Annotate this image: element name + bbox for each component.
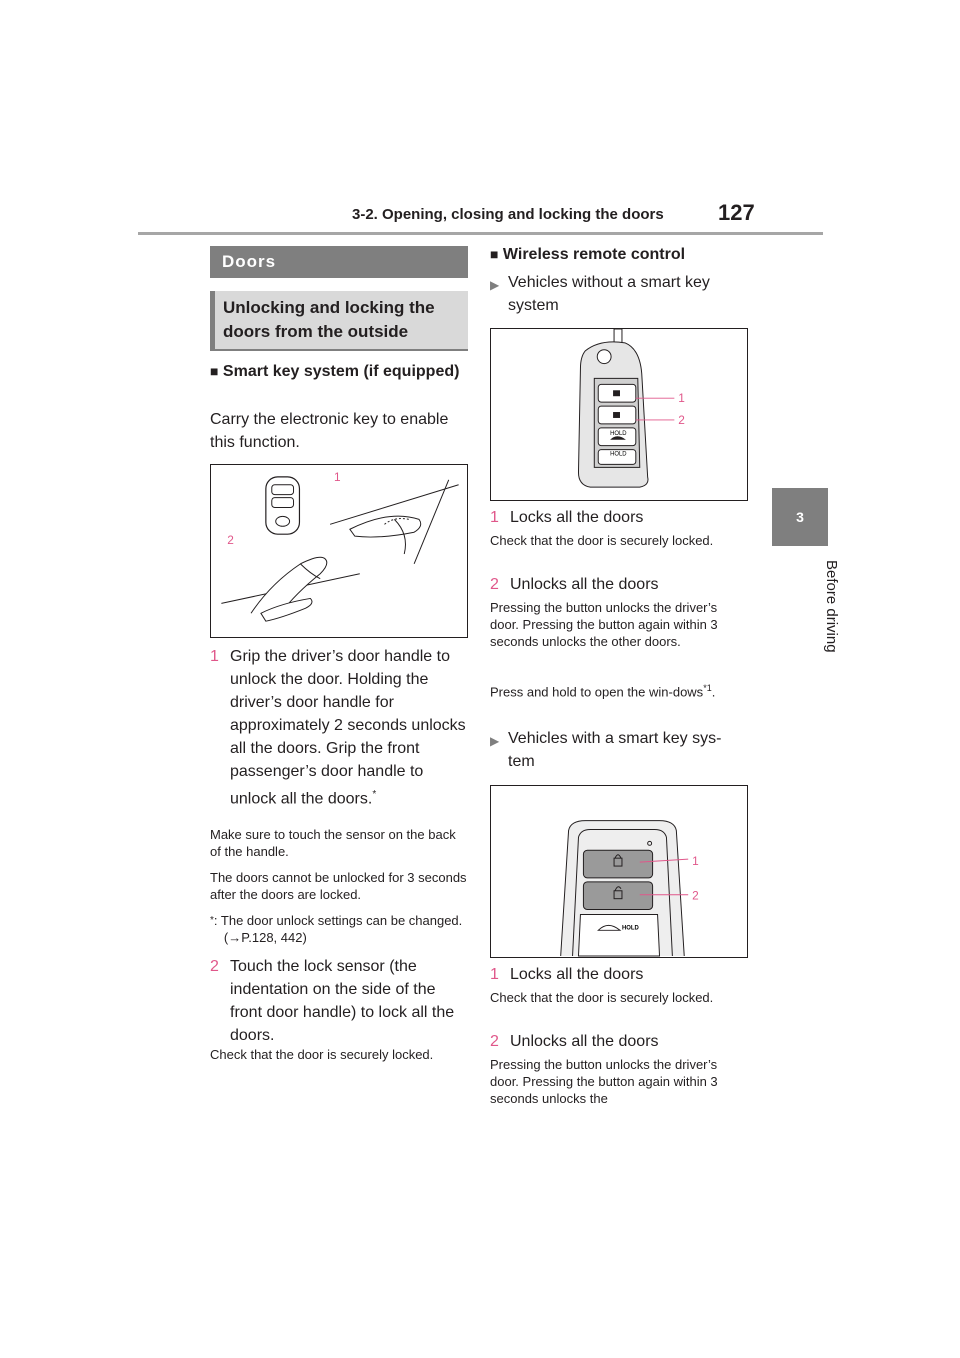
running-header: 3-2. Opening, closing and locking the doors xyxy=(352,206,664,223)
b-step-1-note: Check that the door is securely locked. xyxy=(490,990,714,1005)
page-number: 127 xyxy=(718,200,755,225)
arrow-icon: → xyxy=(228,930,242,945)
remote-heading: ■ Wireless remote control xyxy=(490,246,686,263)
smart-key-heading: ■ Smart key system (if equipped) xyxy=(210,363,460,380)
a-step-1-note: Check that the door is securely locked. xyxy=(490,533,714,548)
step-2-note: Check that the door is securely locked. xyxy=(210,1047,434,1062)
door-handle-figure xyxy=(210,464,468,638)
chapter-label: Before driving xyxy=(823,560,840,653)
square-bullet-icon: ■ xyxy=(210,363,219,379)
a-step-2-note: Pressing the button unlocks the driver’s door. Pressing the button again within 3 seconds unlocks the other doors. xyxy=(490,600,718,649)
triangle-bullet-icon: ▶ xyxy=(490,734,500,748)
smart-key-hold-label: HOLD xyxy=(621,925,639,932)
flip-key-figure xyxy=(490,328,748,501)
fig2-callout-1: 1 xyxy=(692,854,699,869)
section-heading: Doors xyxy=(210,246,468,278)
hold-label-1: HOLD xyxy=(610,430,627,437)
subsection-heading: Unlocking and locking the doors from the outside xyxy=(210,291,468,351)
triangle-bullet-icon: ▶ xyxy=(490,278,500,292)
step-1-text: Grip the driver’s door handle to unlock the door. Holding the driver’s door handle for approximately 2 seconds unlocks all the doors. Grip the front passenger’s door handle to unlock all the doors.* xyxy=(230,648,466,808)
footnote: * : The door unlock settings can be changed. (→P.128, 442) xyxy=(210,913,463,945)
step-2 xyxy=(210,955,468,1047)
note-lockout: The doors cannot be unlocked for 3 seconds after the doors are locked. xyxy=(210,870,467,902)
a-step-2-windows-note: Press and hold to open the win-dows$^{*1}$. xyxy=(490,683,716,700)
chapter-tab: 3 xyxy=(772,488,828,546)
smart-key-figure xyxy=(490,785,748,958)
step-2-text: Touch the lock sensor (the indentation on the side of the front door handle) to lock all the doors. xyxy=(230,958,455,1044)
intro-text: Carry the electronic key to enable this function. xyxy=(210,411,449,451)
header-rule xyxy=(138,232,823,235)
square-bullet-icon: ■ xyxy=(490,246,499,262)
fig1-callout-2: 2 xyxy=(678,412,685,427)
note-sensor: Make sure to touch the sensor on the back of the handle. xyxy=(210,827,456,859)
step-1 xyxy=(210,645,468,810)
a-step-2: 2 Unlocks all the doors xyxy=(490,576,659,593)
a-step-1: 1 Locks all the doors xyxy=(490,509,644,526)
figure-callout-2: 2 xyxy=(227,533,234,548)
b-step-1: 1 Locks all the doors xyxy=(490,966,644,983)
step-number-2: 2 xyxy=(210,958,219,975)
figure-callout-1: 1 xyxy=(334,469,341,484)
b-step-2-note: Pressing the button unlocks the driver’s door. Pressing the button again within 3 seconds unlocks the xyxy=(490,1057,718,1106)
fig2-callout-2: 2 xyxy=(692,888,699,903)
b-step-2: 2 Unlocks all the doors xyxy=(490,1033,659,1050)
hold-label-2: HOLD xyxy=(610,451,627,458)
with-smart-key: ▶ Vehicles with a smart key sys-tem xyxy=(490,727,748,773)
fig1-callout-1: 1 xyxy=(678,391,685,406)
step-number-1: 1 xyxy=(210,648,219,665)
without-smart-key: ▶ Vehicles without a smart key system xyxy=(490,271,748,317)
